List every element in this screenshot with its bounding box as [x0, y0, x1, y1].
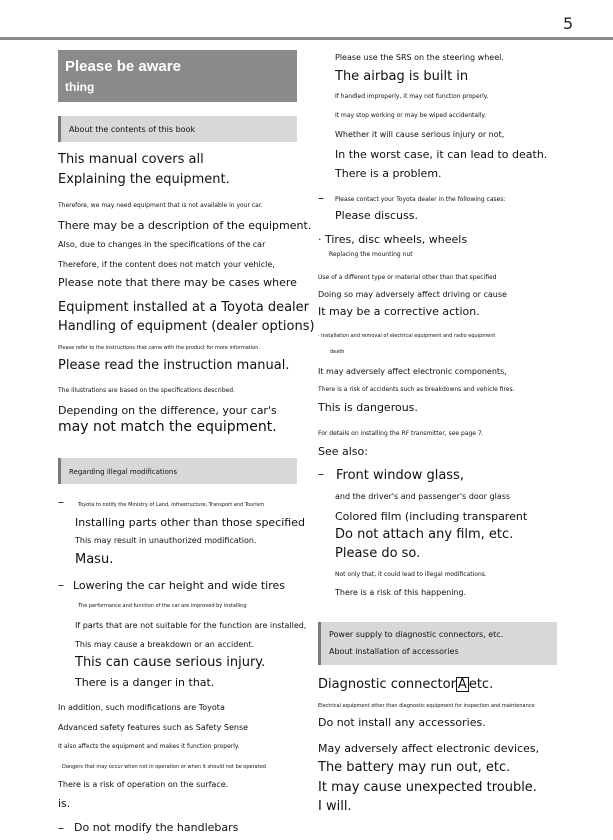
body-text: Front window glass,: [336, 468, 464, 483]
body-text: Please refer to the instructions that came with the product for more information.: [58, 345, 260, 351]
body-text: Replacing the mounting nut: [329, 251, 413, 258]
body-text: It may stop working or may be wiped accidentally.: [335, 112, 487, 119]
body-text: Advanced safety features such as Safety Sense: [58, 723, 249, 732]
body-text: Therefore, if the content does not match your vehicle,: [58, 260, 275, 269]
diagnostic-text: Diagnostic connector: [318, 677, 456, 692]
body-text: There is a risk of operation on the surface.: [58, 780, 229, 789]
body-text: Use of a different type or material other than that specified: [318, 274, 497, 281]
section-header-label: Regarding illegal modifications: [69, 468, 177, 476]
body-text: This is dangerous.: [318, 401, 418, 414]
body-text: Electrical equipment other than diagnostic equipment for inspection and maintenance: [318, 703, 535, 709]
body-text: may not match the equipment.: [58, 419, 277, 435]
body-text: There is a risk of this happening.: [335, 588, 467, 597]
section-header-accessories: [318, 622, 557, 665]
page-title: Please be aware: [65, 58, 181, 75]
page-title-line2: thing: [65, 80, 95, 94]
section-header-label: About the contents of this book: [69, 125, 196, 134]
body-text: Dangers that may occur when not in operation or when it should not be operated: [62, 764, 266, 770]
body-text: It may be a corrective action.: [318, 305, 480, 318]
body-text: I will.: [318, 799, 352, 814]
diagnostic-text-suffix: etc.: [468, 677, 494, 692]
body-text: Therefore, we may need equipment that is not available in your car.: [58, 202, 263, 209]
body-text: There is a danger in that.: [75, 676, 215, 689]
body-text: Not only that, it could lead to illegal modifications.: [335, 571, 487, 578]
body-text: In addition, such modifications are Toyota: [58, 703, 225, 712]
body-text: Please note that there may be cases where: [58, 276, 297, 289]
section-header-contents: [58, 116, 297, 142]
body-text: Colored film (including transparent: [335, 510, 528, 523]
body-text: There is a problem.: [335, 167, 442, 180]
body-text: In the worst case, it can lead to death.: [335, 148, 548, 161]
body-text: If handled improperly, it may not function properly.: [335, 93, 489, 100]
body-text: Doing so may adversely affect driving or cause: [318, 290, 507, 299]
body-text: See also:: [318, 445, 368, 458]
body-text: Installing parts other than those specified: [75, 516, 305, 529]
section-header-illegal-modifications: [58, 458, 297, 484]
body-text: If parts that are not suitable for the function are installed,: [75, 621, 307, 630]
body-text: The illustrations are based on the specifications described.: [58, 387, 235, 394]
body-text: Please discuss.: [335, 209, 418, 222]
body-text: Explaining the equipment.: [58, 172, 230, 187]
dash-bullet: –: [58, 495, 64, 509]
body-text: May adversely affect electronic devices,: [318, 742, 540, 755]
body-text: Whether it will cause serious injury or not,: [335, 130, 505, 139]
section-title-box: [58, 50, 297, 102]
dash-bullet: –: [58, 578, 64, 592]
section-header-label: Power supply to diagnostic connectors, etc.: [329, 630, 504, 639]
body-text: There is a risk of accidents such as breakdowns and vehicle fires.: [318, 386, 515, 393]
body-text: It also affects the equipment and makes it function properly.: [58, 743, 240, 750]
body-text: The performance and function of the car are improved by installing: [78, 603, 247, 609]
body-text: The airbag is built in: [335, 69, 469, 84]
top-rule: [0, 37, 613, 40]
body-text: Lowering the car height and wide tires: [73, 579, 286, 592]
body-text: Do not modify the handlebars: [74, 821, 239, 834]
body-text: It may cause unexpected trouble.: [318, 780, 537, 795]
body-text: and the driver's and passenger's door glass: [335, 492, 511, 501]
dash-bullet: –: [318, 467, 324, 481]
body-text: The battery may run out, etc.: [318, 760, 511, 775]
body-text: Masu.: [75, 552, 114, 567]
body-text: This may result in unauthorized modification.: [75, 536, 257, 545]
body-text: Please contact your Toyota dealer in the following cases:: [335, 196, 506, 203]
body-text: Also, due to changes in the specifications of the car: [58, 240, 266, 249]
body-text: Please use the SRS on the steering wheel.: [335, 53, 504, 62]
body-text: Please do so.: [335, 546, 421, 561]
body-text: Equipment installed at a Toyota dealer: [58, 300, 309, 315]
dash-bullet: –: [318, 191, 324, 205]
body-text: is.: [58, 797, 71, 810]
body-text: [318, 677, 493, 692]
dash-bullet: –: [58, 821, 64, 835]
body-text: · Installation and removal of electrical equipment and radio equipment: [318, 333, 496, 339]
body-text: There may be a description of the equipment.: [58, 219, 312, 232]
body-text: For details on installing the RF transmitter, see page 7.: [318, 430, 484, 437]
body-text: death: [330, 349, 345, 355]
body-text: Handling of equipment (dealer options): [58, 319, 315, 334]
body-text: It may adversely affect electronic components,: [318, 367, 507, 376]
text-cursor-marker: A: [457, 677, 467, 692]
body-text: · Tires, disc wheels, wheels: [318, 233, 468, 246]
body-text: Toyota to notify the Ministry of Land, Infrastructure, Transport and Tourism: [78, 502, 265, 508]
page-number: 5: [563, 14, 574, 33]
section-header-label: About installation of accessories: [329, 647, 459, 656]
body-text: Depending on the difference, your car's: [58, 404, 277, 417]
body-text: This manual covers all: [58, 152, 204, 167]
body-text: This can cause serious injury.: [75, 655, 266, 670]
body-text: Do not attach any film, etc.: [335, 527, 514, 542]
body-text: This may cause a breakdown or an accident.: [75, 640, 255, 649]
body-text: Do not install any accessories.: [318, 716, 486, 729]
body-text: Please read the instruction manual.: [58, 358, 290, 373]
